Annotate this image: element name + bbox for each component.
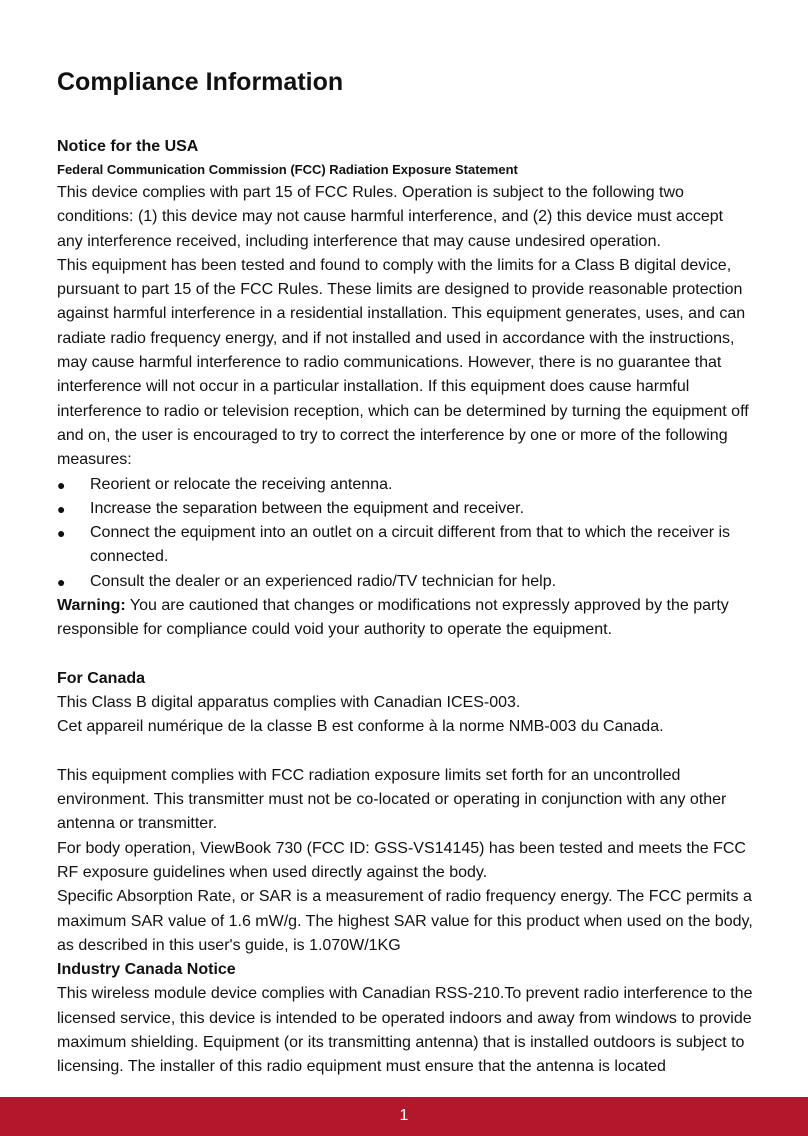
bullet-icon: ● <box>57 573 66 590</box>
page-title: Compliance Information <box>57 68 344 96</box>
bullet-icon: ● <box>57 476 66 493</box>
industry-canada-paragraph: This wireless module device complies with Canadian RSS-210.To prevent radio interference to the licensed service, this device is intended to be operated indoors and away from windows to provide maximum shielding. Equipment (or its transmitting antenna) that is installed outdoors is subject to licensing. The installer of this radio equipment must ensure that the antenna is located <box>57 985 753 1076</box>
industry-canada-heading: Industry Canada Notice <box>57 961 236 979</box>
list-item <box>57 570 753 594</box>
list-item <box>57 497 753 521</box>
fcc-subheading: Federal Communication Commission (FCC) Radiation Exposure Statement <box>57 162 518 177</box>
warning-paragraph <box>57 594 753 643</box>
list-item <box>57 521 753 570</box>
fcc-paragraph-2: This equipment has been tested and found to comply with the limits for a Class B digital device, pursuant to part 15 of the FCC Rules. These limits are designed to provide reasonable protection against harmful interference in a residential installation. This equipment generates, uses, and can radiate radio frequency energy, and if not installed and used in accordance with the instructions, may cause harmful interference to radio communications. However, there is no guarantee that interference will not occur in a particular installation. If this equipment does cause harmful interference to radio or television reception, which can be determined by turning the equipment off and on, the user is encouraged to try to correct the interference by one or more of the following measures: <box>57 256 749 469</box>
warning-text: You are cautioned that changes or modifications not expressly approved by the party responsible for compliance could void your authority to operate the equipment. <box>57 597 729 639</box>
list-item-text: Consult the dealer or an experienced radio/TV technician for help. <box>90 572 557 590</box>
bullet-icon: ● <box>57 525 66 542</box>
page-number: 1 <box>399 1107 409 1124</box>
footer-bar <box>0 1097 808 1136</box>
canada-line-2: Cet appareil numérique de la classe B est conforme à la norme NMB-003 du Canada. <box>57 718 664 736</box>
list-item <box>57 473 753 497</box>
canada-heading: For Canada <box>57 669 146 687</box>
spacer <box>57 740 753 764</box>
measures-list <box>57 473 753 594</box>
bullet-icon: ● <box>57 500 66 517</box>
usa-heading: Notice for the USA <box>57 138 199 155</box>
document-body <box>57 60 753 1079</box>
spacer <box>57 643 753 667</box>
rf-paragraph-2: For body operation, ViewBook 730 (FCC ID: GSS-VS14145) has been tested and meets the FCC RF exposure guidelines when used directly against the body. <box>57 839 746 882</box>
rf-paragraph-1: This equipment complies with FCC radiation exposure limits set forth for an uncontrolled environment. This transmitter must not be co-located or operating in conjunction with any other antenna or transmitter. <box>57 766 727 833</box>
list-item-text: Increase the separation between the equipment and receiver. <box>90 499 525 517</box>
list-item-text: Reorient or relocate the receiving antenna. <box>90 475 393 493</box>
canada-line-1: This Class B digital apparatus complies with Canadian ICES-003. <box>57 693 521 711</box>
list-item-text: Connect the equipment into an outlet on a circuit different from that to which the receiver is connected. <box>90 524 731 566</box>
sar-paragraph: Specific Absorption Rate, or SAR is a measurement of radio frequency energy. The FCC permits a maximum SAR value of 1.6 mW/g. The highest SAR value for this product when used on the body, as described in this user's guide, is 1.070W/1KG <box>57 888 753 954</box>
warning-label: Warning: <box>57 597 126 615</box>
fcc-paragraph-1: This device complies with part 15 of FCC Rules. Operation is subject to the following two conditions: (1) this device may not cause harmful interference, and (2) this device must accept any interference received, including interference that may cause undesired operation. <box>57 184 724 250</box>
